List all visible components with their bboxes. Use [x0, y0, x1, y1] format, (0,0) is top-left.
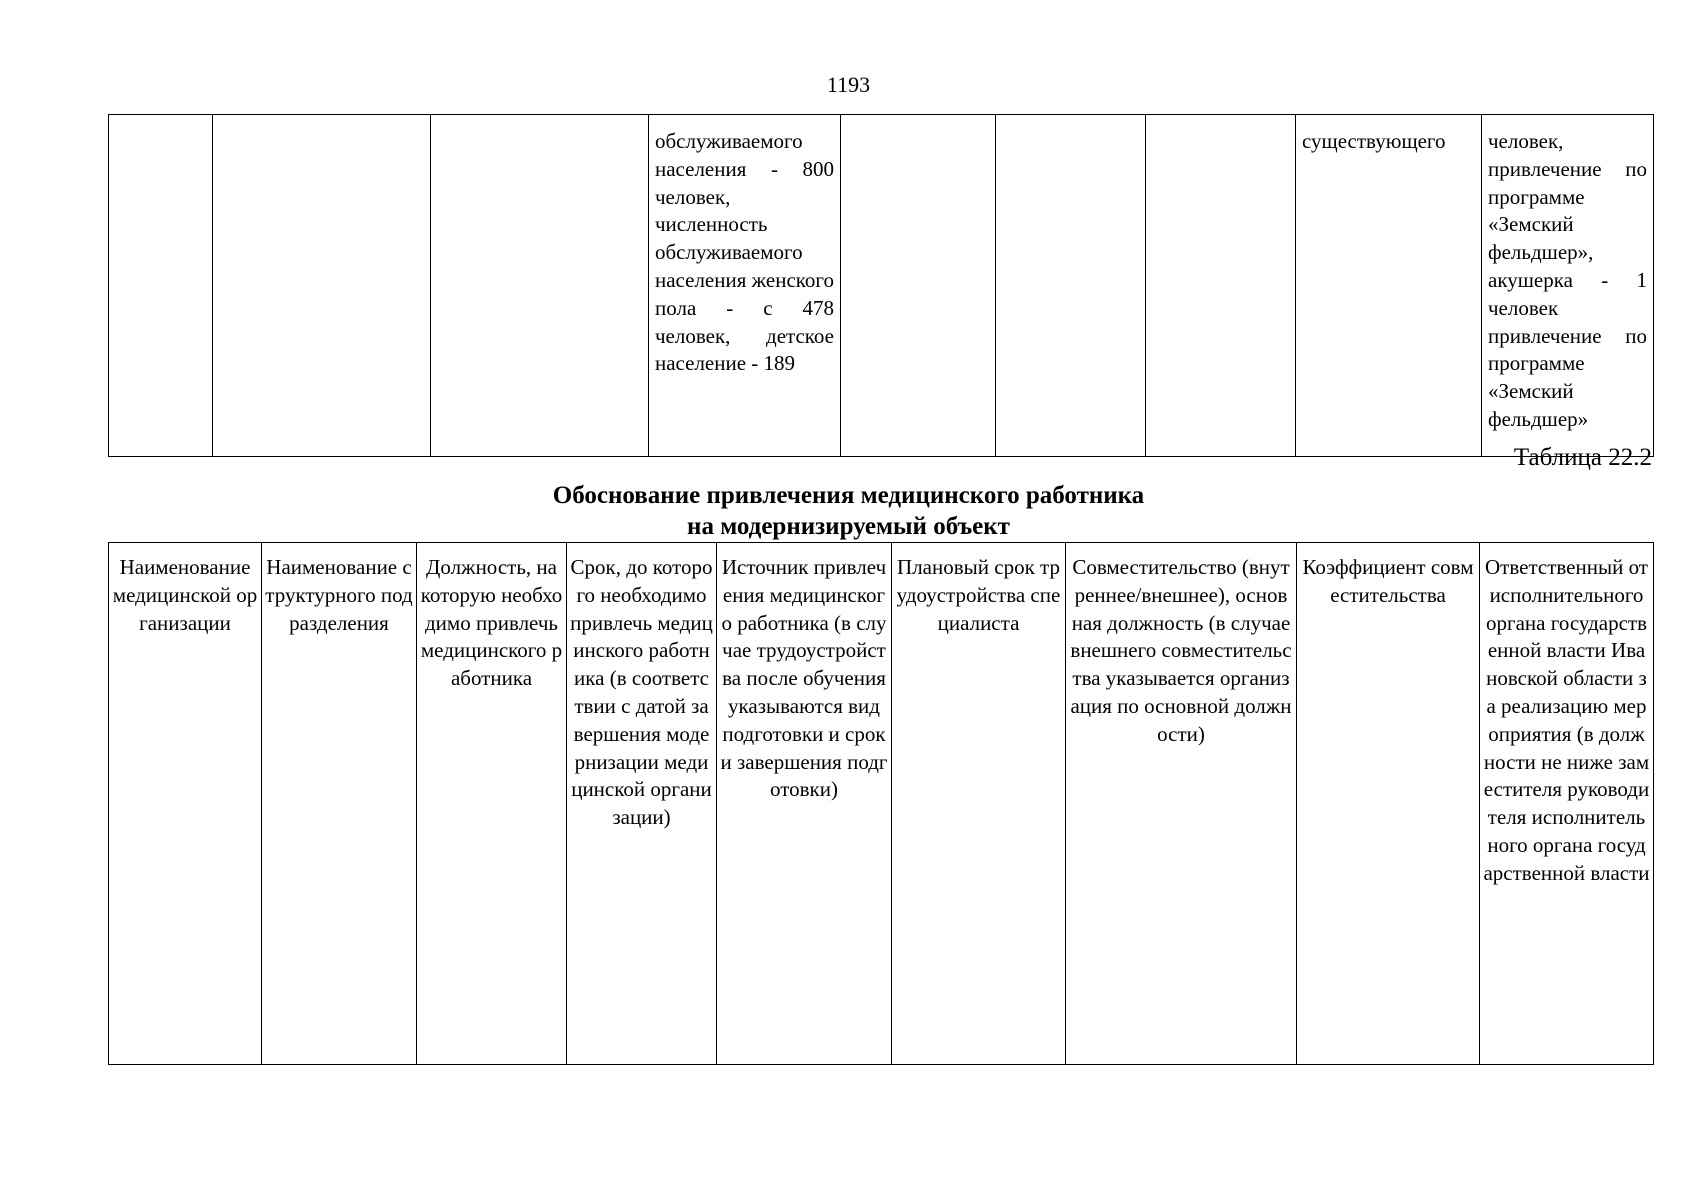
table-cell [431, 115, 649, 457]
header-cell-combination: Совместительство (внутреннее/внешнее), основная должность (в случае внешнего совместительства указывается организация по основной должности) [1066, 543, 1297, 1065]
header-cell-position: Должность, на которую необходимо привлечь медицинского работника [417, 543, 567, 1065]
table-cell: обслуживаемого населения - 800 человек, численность обслуживаемого населения женского пола - с 478 человек, детское население - 189 [649, 115, 841, 457]
table-cell [841, 115, 996, 457]
table-label: Таблица 22.2 [1513, 444, 1652, 471]
table-title-line: Обоснование привлечения медицинского работника [552, 482, 1145, 509]
continued-table [108, 114, 1654, 457]
table-cell [109, 115, 213, 457]
table-header-row [109, 543, 1654, 1065]
header-cell-responsible: Ответственный от исполнительного органа государственной власти Ивановской области за реализацию мероприятия (в должности не ниже заместителя руководителя исполнительного органа государственной власти [1480, 543, 1654, 1065]
table-cell: человек, привлечение по программе «Земский фельдшер», акушерка - 1 человек привлечение по программе «Земский фельдшер» [1482, 115, 1654, 457]
page-number: 1193 [826, 72, 871, 97]
header-cell-organization: Наименование медицинской организации [109, 543, 262, 1065]
table-row [109, 115, 1654, 457]
table-title [0, 480, 1697, 542]
table-cell [996, 115, 1146, 457]
table-title-line: на модернизируемый объект [687, 513, 1010, 540]
table-cell [213, 115, 431, 457]
header-cell-planned-date: Плановый срок трудоустройства специалиста [892, 543, 1066, 1065]
table-cell [1146, 115, 1296, 457]
header-cell-subdivision: Наименование структурного подразделения [262, 543, 417, 1065]
header-cell-coefficient: Коэффициент совместительства [1297, 543, 1480, 1065]
header-cell-deadline: Срок, до которого необходимо привлечь медицинского работника (в соответствии с датой завершения модернизации медицинской организации) [567, 543, 717, 1065]
table-cell: существующего [1296, 115, 1482, 457]
justification-table [108, 542, 1654, 1065]
header-cell-source: Источник привлечения медицинского работника (в случае трудоустройства после обучения указываются вид подготовки и сроки завершения подготовки) [717, 543, 892, 1065]
